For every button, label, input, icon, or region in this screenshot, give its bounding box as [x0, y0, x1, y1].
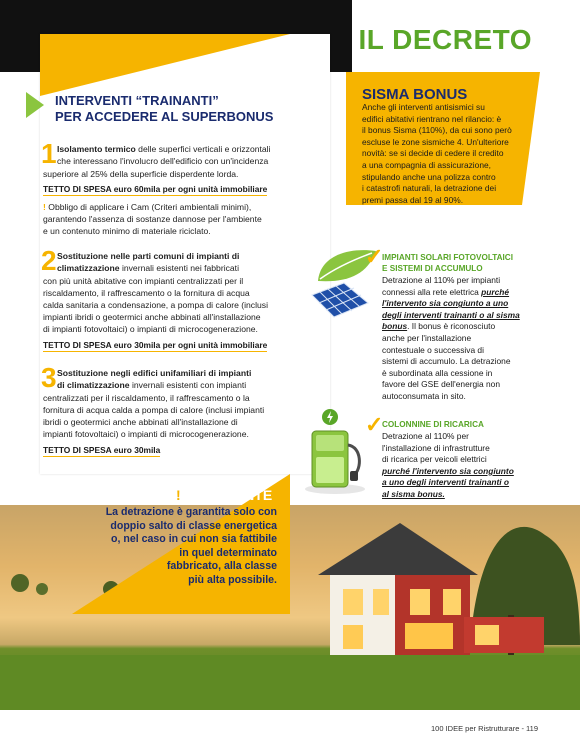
item2-line-b	[57, 262, 239, 274]
item1-line-b: che interessano l'involucro dell'edificio con un'incidenza	[57, 156, 269, 166]
item1-note-text-a: Obbligo di applicare i Cam (Criteri ambientali minimi),	[45, 202, 252, 212]
solar-line: anche per l'installazione	[382, 332, 472, 343]
item1-note-a	[43, 201, 251, 213]
solar-line: degli interventi trainanti o al sisma	[382, 309, 520, 320]
trainanti-heading	[55, 93, 273, 125]
sisma-bonus-heading: SISMA BONUS	[362, 86, 468, 103]
charging-line: purché l'intervento sia congiunto	[382, 465, 514, 476]
heading-line-2: PER ACCEDERE AL SUPERBONUS	[55, 109, 274, 124]
item3-line-e: ibridi o geotermici anche abbinati all'installazione di	[43, 417, 238, 427]
item3-line-d: fornitura di acqua calda a pompa di calore (inclusi impianti	[43, 405, 265, 415]
sisma-line: stipulando anche una polizza contro	[362, 171, 496, 182]
importante-line: o, nel caso in cui non sia fattibile	[111, 533, 277, 545]
item2-spending-cap: TETTO DI SPESA euro 30mila per ogni unità immobiliare	[43, 340, 268, 350]
item2-lead-text-a: Sostituzione nelle parti comuni di impianti di	[57, 251, 240, 261]
item1-lead: Isolamento termico	[57, 144, 136, 154]
solar-line-text: connessi alla rete elettrica	[382, 286, 482, 297]
solar-line: contestuale o successiva di	[382, 344, 484, 355]
item2-lead-a	[57, 250, 239, 262]
importante-title	[176, 487, 277, 503]
sisma-box-corner	[522, 72, 540, 205]
section-title: IL DECRETO	[358, 24, 532, 55]
item-number-1: 1	[41, 138, 57, 169]
item2-line-f: impianti ibridi o geotermici anche abbinati all'installazione	[43, 312, 261, 322]
solar-line-underlined: purché	[481, 286, 510, 297]
exclamation-icon: !	[43, 202, 46, 212]
importante-line: in quel determinato	[179, 546, 277, 559]
heading-line-1: INTERVENTI “TRAINANTI”	[55, 93, 219, 108]
item1-line-a	[57, 143, 287, 155]
importante-text	[100, 506, 277, 587]
sisma-line: a una compagnia di assicurazione,	[362, 159, 491, 170]
item2-line-c: con più unità abitative con impianti centralizzati per il	[43, 276, 244, 286]
checkmark-icon: ✓	[365, 412, 384, 437]
charging-station-icon	[302, 405, 368, 495]
page-footer: 100 IDEE per Ristrutturare - 119	[431, 724, 538, 733]
sisma-line: escluse le zone sismiche 4. Un'ulteriore	[362, 136, 509, 147]
solar-line-text: . Il bonus è riconosciuto	[407, 321, 496, 332]
solar-line: è subordinata alla cessione in	[382, 367, 493, 378]
item2-line-g: di impianti fotovoltaici) o impianti di microcogenerazione.	[43, 324, 258, 334]
charging-line: di ricarica per veicoli elettrici	[382, 454, 487, 465]
charging-text	[382, 431, 542, 501]
item3-lead-text-b: di climatizzazione	[57, 380, 130, 390]
sisma-line: edifici abitativi rientrano nel rilancio: è	[362, 113, 502, 124]
item3-line-b	[57, 379, 246, 391]
exclamation-icon: !	[176, 487, 181, 503]
sisma-line: i catastrofi naturali, la detrazione dei	[362, 183, 497, 194]
charging-line: Detrazione al 110% per	[382, 431, 469, 441]
sisma-line: premi passa dal 19 al 90%.	[362, 194, 464, 205]
importante-line: fabbricato, alla classe	[166, 560, 277, 572]
checkmark-icon: ✓	[365, 244, 384, 269]
item1-line-c: superiore al 25% della superficie disperdente lorda.	[43, 169, 239, 179]
sisma-line: Anche gli interventi antisismici su	[362, 102, 485, 112]
arrow-icon	[26, 92, 44, 118]
charging-line: l'installazione di infrastrutture	[382, 442, 490, 453]
solar-heading-line-b: E SISTEMI DI ACCUMULO	[382, 264, 483, 273]
solar-line: autoconsumata in sito.	[382, 390, 466, 401]
item2-text-b: invernali esistenti nei fabbricati	[119, 263, 239, 273]
sisma-line: novità: se si decide di cedere il credito	[362, 148, 504, 159]
solar-text	[382, 275, 532, 403]
solar-line: sistemi di accumulo. La detrazione	[382, 356, 511, 367]
charging-heading: COLONNINE DI RICARICA	[382, 420, 484, 429]
importante-line: più alta possibile.	[188, 573, 277, 586]
solar-line: favore del GSE dell'energia non	[382, 379, 500, 390]
charging-line: al sisma bonus.	[382, 488, 445, 499]
solar-line: Detrazione al 110% per impianti	[382, 275, 501, 285]
importante-line: doppio salto di classe energetica	[110, 519, 277, 532]
exclamation-icon: !	[272, 487, 277, 503]
item3-text-b: invernali esistenti con impianti	[129, 380, 247, 390]
item2-lead-text-b: climatizzazione	[57, 263, 120, 273]
solar-line	[382, 287, 532, 299]
item1-text-a: delle superfici verticali e orizzontali	[135, 144, 271, 154]
solar-line	[382, 321, 532, 333]
sisma-line: il bonus Sisma (110%), da cui sono però	[362, 125, 512, 136]
item-number-3: 3	[41, 362, 57, 393]
charging-line: a uno degli interventi trainanti o	[382, 477, 510, 488]
item3-lead-text-a: Sostituzione negli edifici unifamiliari di impianti	[57, 368, 252, 378]
item1-spending-cap: TETTO DI SPESA euro 60mila per ogni unità immobiliare	[43, 184, 268, 194]
item1-note-c: e un contenuto minimo di materiale riciclato.	[43, 226, 211, 236]
solar-line-underlined: bonus	[382, 321, 408, 332]
solar-line: l'intervento sia congiunto a uno	[382, 298, 509, 309]
solar-heading	[382, 252, 513, 274]
item1-note-b: garantendo l'assenza di sostanze dannose per l'ambiente	[43, 214, 262, 224]
importante-line: La detrazione è garantita solo con	[105, 506, 277, 518]
item3-line-c: centralizzati per il riscaldamento, il raffrescamento o la	[43, 393, 250, 403]
item2-line-e: calda sanitaria a condensazione, a pompa di calore (inclusi	[43, 300, 269, 310]
item2-line-d: riscaldamento, il raffrescamento o la fornitura di acqua	[43, 288, 250, 298]
sisma-bonus-text	[362, 102, 524, 206]
item3-line-f: impianti fotovoltaici) o impianti di microcogenerazione.	[43, 429, 249, 439]
solar-heading-line-a: IMPIANTI SOLARI FOTOVOLTAICI	[382, 253, 513, 262]
item3-lead-a	[57, 367, 251, 379]
yellow-corner-decoration	[40, 34, 290, 96]
importante-title-text: IMPORTANTE	[180, 487, 273, 503]
item3-spending-cap: TETTO DI SPESA euro 30mila	[43, 445, 161, 455]
item-number-2: 2	[41, 245, 57, 276]
